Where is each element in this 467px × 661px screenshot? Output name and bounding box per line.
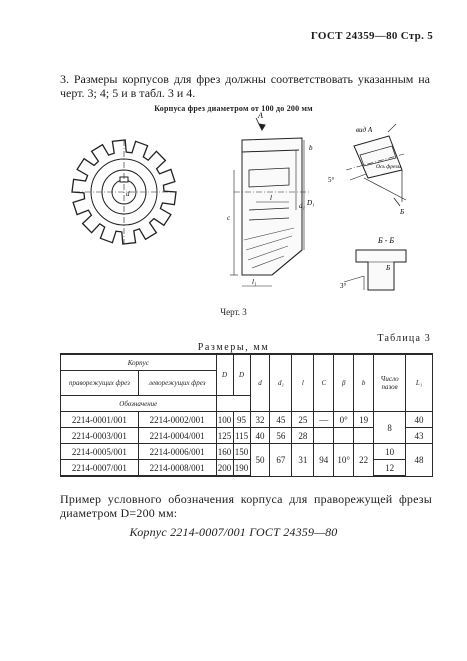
table-row: 2214-0007/001 2214-0008/001 200 190 12 [61, 460, 433, 477]
header-slots: Число пазов [374, 354, 406, 412]
label-5deg: 5° [328, 176, 335, 184]
header-L1: L₁ [406, 354, 433, 412]
table-row: 2214-0003/001 2214-0004/001 125 115 40 56 28 43 [61, 428, 433, 444]
header-right-cutters: праворежущих фрез [61, 371, 139, 396]
label-os-frezy: Ось фрезы [376, 164, 402, 170]
table-row: 2214-0005/001 2214-0006/001 160 150 50 67 31 94 10° 22 10 48 [61, 444, 433, 460]
label-d1: d₁ [299, 202, 305, 210]
drawing-title: Корпуса фрез диаметром от 100 до 200 мм [154, 104, 313, 113]
table-row: 2214-0001/001 2214-0002/001 100 95 32 45 25 — 0° 19 8 40 [61, 412, 433, 428]
example-intro: Пример условного обозначения корпуса для праворежущей фрезы диаметром D=200 мм: [60, 492, 432, 520]
label-l: l [270, 194, 272, 202]
table-label: Таблица 3 [377, 333, 431, 344]
side-view [230, 118, 309, 286]
label-b: b [309, 144, 313, 152]
header-d1: d₁ [270, 354, 292, 412]
front-view [72, 140, 176, 244]
header-D: D [216, 354, 233, 396]
header-designation: Обозначение [61, 396, 217, 412]
example-designation: Корпус 2214-0007/001 ГОСТ 24359—80 [129, 525, 338, 539]
sizes-table [60, 353, 433, 477]
header-left-cutters: леворежущих фрез [138, 371, 216, 396]
header-beta: β [334, 354, 354, 412]
section-paragraph: 3. Размеры корпусов для фрез должны соответствовать указанным на черт. 3; 4; 5 и в табл. 3 и 4. [60, 72, 430, 100]
figure-caption: Черт. 3 [220, 307, 247, 317]
header-C: C [314, 354, 334, 412]
table-title: Размеры, мм [197, 342, 270, 353]
label-vid-A: вид A [356, 126, 373, 134]
label-B-B: Б - Б [378, 236, 395, 245]
label-l1: l₁ [252, 278, 257, 286]
label-3deg: 3° [340, 282, 347, 290]
label-A-side: A [258, 111, 263, 120]
label-B2: Б [386, 264, 391, 272]
label-c: c [227, 214, 231, 222]
label-D1: D₁ [307, 199, 315, 207]
header-d: d [250, 354, 270, 412]
section-B-B [344, 250, 406, 290]
technical-drawing [34, 110, 434, 305]
group-header: Корпус [61, 354, 217, 371]
header-b: b [354, 354, 374, 412]
page-header: ГОСТ 24359—80 Стр. 5 [310, 30, 433, 42]
header-D2: D [233, 354, 250, 396]
header-l: l [292, 354, 314, 412]
label-B1: Б [400, 208, 405, 216]
label-d-front: d [126, 190, 130, 198]
